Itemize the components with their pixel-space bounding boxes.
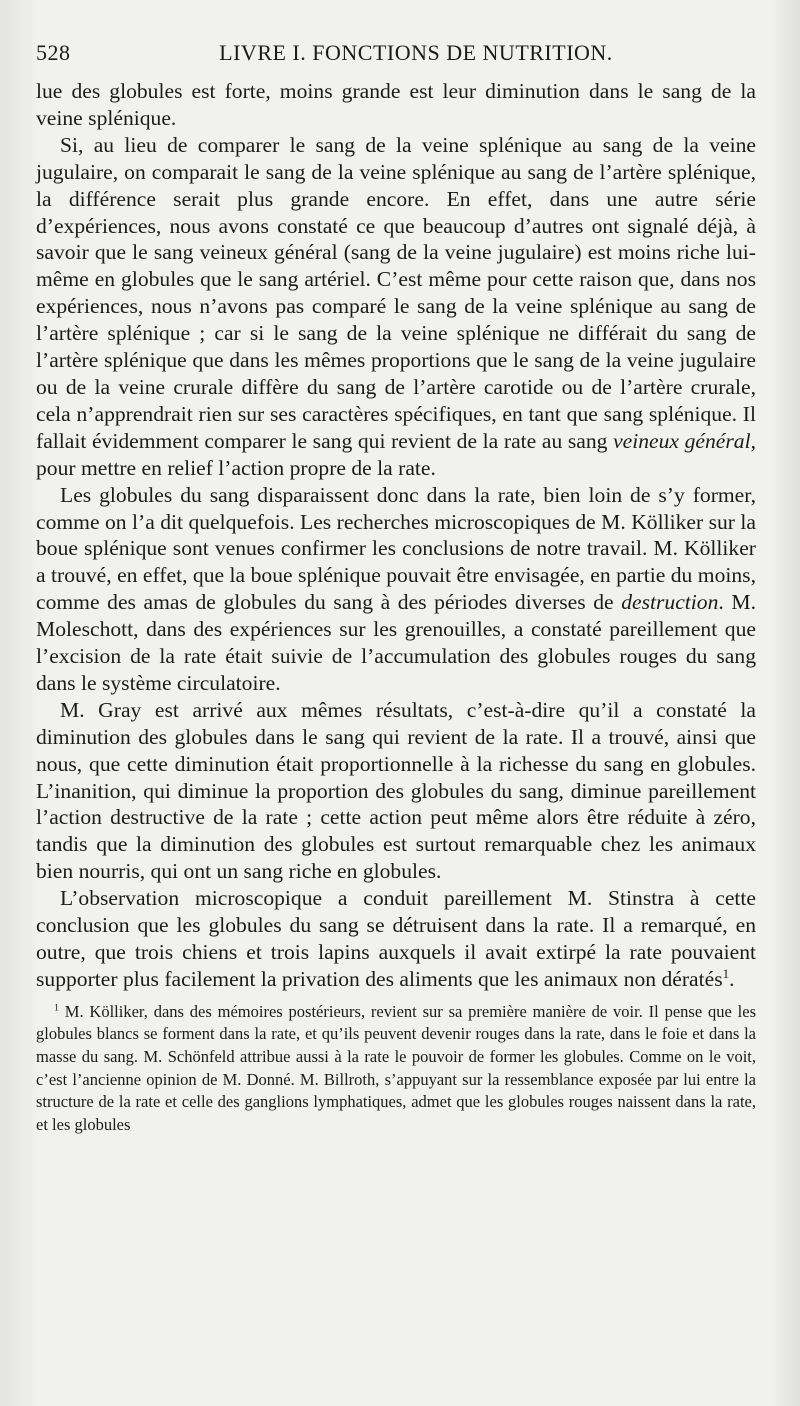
footnote (36, 1001, 756, 1137)
running-head: LIVRE I. FONCTIONS DE NUTRITION. (219, 40, 613, 65)
text-run: . (729, 966, 735, 991)
italic-text: veineux général (613, 428, 751, 453)
italic-text: destruction (621, 590, 719, 615)
text-run: . M. Moleschott, dans des expériences sur les grenouilles, a constaté pareillement que l’excision de la rate était suivie de l’accumulation des globules rouges du sang dans le système circulatoire. (36, 590, 756, 695)
page-header (36, 36, 756, 72)
footnote-marker: 1 (722, 965, 730, 981)
body-text (36, 78, 756, 993)
text-run: M. Kölliker, dans des mémoires postérieurs, revient sur sa première manière de voir. Il pense que les globules blancs se forment dans la rate, et qu’ils peuvent devenir rouges dans la rate, dans le foie et dans la masse du sang. M. Schönfeld attribue aussi à la rate le pouvoir de former les globules. Comme on le voit, c’est l’ancienne opinion de M. Donné. M. Billroth, s’appuyant sur la ressemblance exposée par lui entre la structure de la rate et celle des ganglions lymphatiques, admet que les globules rouges naissent dans la rate, et les globules (36, 1001, 756, 1134)
page-number: 528 (36, 40, 71, 65)
paragraph (36, 78, 756, 132)
text-run: , pour mettre en relief l’action propre de la rate. (36, 428, 756, 480)
text-run: lue des globules est forte, moins grande est leur diminution dans le sang de la veine splénique. (36, 79, 756, 130)
footnote-marker: 1 (54, 1002, 59, 1014)
paragraph (36, 482, 756, 697)
footnotes (36, 1001, 756, 1137)
text-run: M. Gray est arrivé aux mêmes résultats, c’est-à-dire qu’il a constaté la diminution des globules dans le sang qui revient de la rate. Il a trouvé, ainsi que nous, que cette diminution était proportionnelle à la richesse du sang en globules. L’inanition, qui diminue la proportion des globules du sang, diminue pareillement l’action destructive de la rate ; cette action peut même alors être réduite à zéro, tandis que la diminution des globules est surtout remarquable chez les animaux bien nourris, qui ont un sang riche en globules. (36, 697, 756, 884)
paragraph (36, 885, 756, 993)
paragraph (36, 697, 756, 885)
text-run: L’observation microscopique a conduit pareillement M. Stinstra à cette conclusion que les globules du sang se détruisent dans la rate. Il a remarqué, en outre, que trois chiens et trois lapins auxquels il avait extirpé la rate pouvaient supporter plus facilement la privation des aliments que les animaux non dératés (36, 886, 756, 991)
text-run: Les globules du sang disparaissent donc dans la rate, bien loin de s’y former, comme on l’a dit quelquefois. Les recherches microscopiques de M. Kölliker sur la boue splénique sont venues confirmer les conclusions de notre travail. M. Kölliker a trouvé, en effet, que la boue splénique pouvait être envisagée, en partie du moins, comme des amas de globules du sang à des périodes diverses de (36, 482, 756, 615)
text-run: Si, au lieu de comparer le sang de la veine splénique au sang de la veine jugulaire, on comparait le sang de la veine splénique au sang de l’artère splénique, la différence serait plus grande encore. En effet, dans une autre série d’expériences, nous avons constaté ce que beaucoup d’autres ont signalé déjà, à savoir que le sang veineux général (sang de la veine jugulaire) est moins riche lui-même en globules que le sang artériel. C’est même pour cette raison que, dans nos expériences, nous n’avons pas comparé le sang de la veine splénique au sang de l’artère splénique ; car si le sang de la veine splénique ne différait du sang de l’artère splénique que dans les mêmes proportions que le sang de la veine jugulaire ou de la veine crurale diffère du sang de l’artère carotide ou de l’artère crurale, cela n’apprendrait rien sur ses caractères spécifiques, en tant que sang splénique. Il fallait évidemment comparer le sang qui revient de la rate au sang (36, 132, 756, 453)
paragraph (36, 132, 756, 482)
